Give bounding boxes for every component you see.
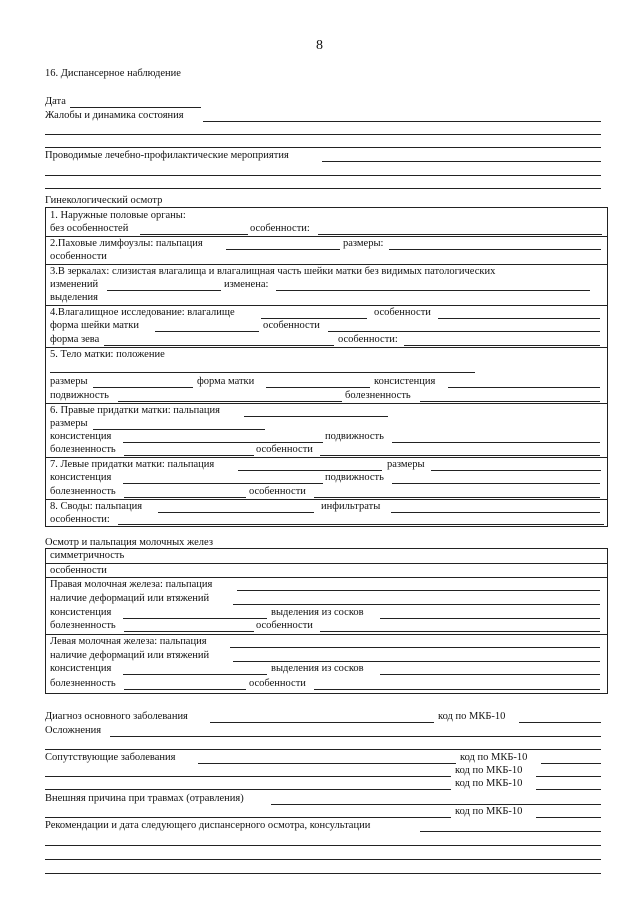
breast-features: особенности <box>50 565 107 576</box>
gyn-r8-infiltrates-field[interactable] <box>391 512 600 513</box>
comorbid-icd-field-2[interactable] <box>536 776 601 777</box>
gyn-r7-tenderness-field[interactable] <box>124 497 246 498</box>
breast-left-palpation-field[interactable] <box>230 647 600 648</box>
breast-row-divider <box>45 634 608 635</box>
gyn-r2-palpation-field[interactable] <box>226 249 340 250</box>
breast-row-divider <box>45 563 608 564</box>
gyn-r4-os-form-field[interactable] <box>104 345 334 346</box>
gyn-r6-consistency-field[interactable] <box>123 442 323 443</box>
gyn-r5-form-field[interactable] <box>266 387 370 388</box>
comorbid-field-2[interactable] <box>45 776 451 777</box>
gyn-r4-os-form: форма зева <box>50 334 100 345</box>
measures-label: Проводимые лечебно-профилактические мероприятия <box>45 150 289 161</box>
gyn-r5-tenderness-field[interactable] <box>420 401 600 402</box>
gyn-r8-features-field[interactable] <box>118 524 604 525</box>
external-cause-field-2[interactable] <box>45 817 451 818</box>
measures-field-2[interactable] <box>45 175 601 176</box>
measures-field-1[interactable] <box>322 161 601 162</box>
breast-left-features-field[interactable] <box>314 689 600 690</box>
gyn-r4-vagina-field[interactable] <box>261 318 367 319</box>
gyn-r1-no-features-field[interactable] <box>140 234 248 235</box>
diagnosis-main-field[interactable] <box>210 722 434 723</box>
breast-right-deformities-field[interactable] <box>233 604 600 605</box>
measures-field-3[interactable] <box>45 188 601 189</box>
breast-row-divider <box>45 577 608 578</box>
gyn-r4-title: 4.Влагалищное исследование: влагалище <box>50 307 235 318</box>
gyn-r7-tenderness: болезненность <box>50 486 116 497</box>
comorbid-icd-label-2: код по МКБ-10 <box>455 765 523 776</box>
breast-right-tenderness-field[interactable] <box>124 631 254 632</box>
gyn-r5-consistency-field[interactable] <box>448 387 600 388</box>
breast-right-features-field[interactable] <box>320 631 600 632</box>
gyn-r6-features: особенности <box>256 444 313 455</box>
complaints-field-3[interactable] <box>45 147 601 148</box>
breast-left-consistency: консистенция <box>50 663 112 674</box>
gyn-r5-form: форма матки <box>197 376 255 387</box>
breast-right-deformities: наличие деформаций или втяжений <box>50 593 210 604</box>
gyn-r3-changed-field[interactable] <box>276 290 590 291</box>
breast-right-discharge-field[interactable] <box>380 618 600 619</box>
gyn-r5-sizes: размеры <box>50 376 88 387</box>
complications-field-1[interactable] <box>110 736 601 737</box>
gyn-r5-mobility-field[interactable] <box>118 401 342 402</box>
gyn-r7-features-field[interactable] <box>314 497 600 498</box>
gyn-r5-consistency: консистенция <box>374 376 436 387</box>
gyn-r6-consistency: консистенция <box>50 431 112 442</box>
gyn-r3-title: 3.В зеркалах: слизистая влагалища и влагалищная часть шейки матки без видимых патологических <box>50 266 496 277</box>
gyn-r8-features: особенности: <box>50 514 110 525</box>
gyn-r3-changes: изменений <box>50 279 99 290</box>
recommendations-field-2[interactable] <box>45 845 601 846</box>
breast-symmetry: симметричность <box>50 550 125 561</box>
gyn-r4-cervix-form: форма шейки матки <box>50 320 139 331</box>
diagnosis-main-icd-field[interactable] <box>519 722 601 723</box>
breast-right-features: особенности <box>256 620 313 631</box>
gyn-r5-sizes-field[interactable] <box>93 387 193 388</box>
breast-left-consistency-field[interactable] <box>123 674 267 675</box>
gyn-r1-no-features: без особенностей <box>50 223 129 234</box>
gyn-r4-features: особенности <box>374 307 431 318</box>
comorbid-icd-field-1[interactable] <box>541 763 601 764</box>
gyn-r5-position-field[interactable] <box>50 372 475 373</box>
complaints-field-1[interactable] <box>203 121 601 122</box>
gyn-r1-features: особенности: <box>250 223 310 234</box>
gyn-r2-sizes: размеры: <box>343 238 384 249</box>
gyn-r6-tenderness: болезненность <box>50 444 116 455</box>
recommendations-field-4[interactable] <box>45 873 601 874</box>
gyn-r3-changes-field[interactable] <box>107 290 221 291</box>
comorbid-icd-label-1: код по МКБ-10 <box>460 752 528 763</box>
gyn-r3-changed: изменена: <box>224 279 269 290</box>
gyn-r1-features-field[interactable] <box>318 234 602 235</box>
gyn-row-divider <box>45 347 608 348</box>
complications-label: Осложнения <box>45 725 102 736</box>
breast-right-consistency-field[interactable] <box>123 618 267 619</box>
gyn-exam-title: Гинекологический осмотр <box>45 195 163 206</box>
date-label: Дата <box>45 96 66 107</box>
gyn-r7-palpation-field[interactable] <box>238 470 382 471</box>
breast-right-title: Правая молочная железа: пальпация <box>50 579 213 590</box>
breast-exam-title: Осмотр и пальпация молочных желез <box>45 537 213 548</box>
date-field[interactable] <box>70 107 201 108</box>
breast-left-discharge: выделения из сосков <box>271 663 364 674</box>
gyn-r7-title: 7. Левые придатки матки: пальпация <box>50 459 215 470</box>
section-title: 16. Диспансерное наблюдение <box>45 68 181 79</box>
gyn-r4-features-2: особенности <box>263 320 320 331</box>
breast-left-deformities: наличие деформаций или втяжений <box>50 650 210 661</box>
gyn-r4-features-field[interactable] <box>438 318 600 319</box>
gyn-r2-features: особенности <box>50 251 107 262</box>
external-cause-icd-field[interactable] <box>536 817 601 818</box>
gyn-r6-tenderness-field[interactable] <box>124 455 254 456</box>
gyn-r6-features-field[interactable] <box>320 455 600 456</box>
gyn-r1-title: 1. Наружные половые органы: <box>50 210 186 221</box>
gyn-r7-mobility-field[interactable] <box>392 483 600 484</box>
gyn-r7-mobility: подвижность <box>325 472 384 483</box>
gyn-r7-features: особенности <box>249 486 306 497</box>
gyn-r6-sizes-field[interactable] <box>93 429 265 430</box>
complaints-label: Жалобы и динамика состояния <box>45 110 184 121</box>
gyn-r5-title: 5. Тело матки: положение <box>50 349 165 360</box>
gyn-row-divider <box>45 236 608 237</box>
breast-left-discharge-field[interactable] <box>380 674 600 675</box>
diagnosis-main-icd-label: код по МКБ-10 <box>438 711 506 722</box>
external-cause-label: Внешняя причина при травмах (отравления) <box>45 793 244 804</box>
recommendations-field-1[interactable] <box>420 831 601 832</box>
gyn-r3-discharge: выделения <box>50 292 98 303</box>
external-cause-field-1[interactable] <box>271 804 601 805</box>
gyn-r6-title: 6. Правые придатки матки: пальпация <box>50 405 221 416</box>
comorbid-field-1[interactable] <box>198 763 456 764</box>
gyn-r6-sizes: размеры <box>50 418 88 429</box>
gyn-r2-sizes-field[interactable] <box>389 249 601 250</box>
breast-left-tenderness: болезненность <box>50 678 116 689</box>
breast-left-tenderness-field[interactable] <box>124 689 246 690</box>
gyn-row-divider <box>45 499 608 500</box>
comorbid-icd-label-3: код по МКБ-10 <box>455 778 523 789</box>
gyn-r2-title: 2.Паховые лимфоузлы: пальпация <box>50 238 203 249</box>
breast-left-title: Левая молочная железа: пальпация <box>50 636 207 647</box>
recommendations-label: Рекомендации и дата следующего диспансерного осмотра, консультации <box>45 820 371 831</box>
complaints-field-2[interactable] <box>45 134 601 135</box>
breast-right-discharge: выделения из сосков <box>271 607 364 618</box>
recommendations-field-3[interactable] <box>45 859 601 860</box>
gyn-r8-infiltrates: инфильтраты <box>321 501 381 512</box>
gyn-r4-features-3-field[interactable] <box>404 345 600 346</box>
gyn-r7-sizes-field[interactable] <box>431 470 601 471</box>
gyn-r6-mobility-field[interactable] <box>392 442 600 443</box>
comorbid-label: Сопутствующие заболевания <box>45 752 176 763</box>
gyn-row-divider <box>45 305 608 306</box>
comorbid-icd-field-3[interactable] <box>536 789 601 790</box>
gyn-r6-palpation-field[interactable] <box>244 416 388 417</box>
gyn-r8-palpation-field[interactable] <box>158 512 314 513</box>
gyn-r7-sizes: размеры <box>387 459 425 470</box>
gyn-r7-consistency: консистенция <box>50 472 112 483</box>
gyn-r8-title: 8. Своды: пальпация <box>50 501 143 512</box>
gyn-row-divider <box>45 457 608 458</box>
diagnosis-main-label: Диагноз основного заболевания <box>45 711 188 722</box>
gyn-r4-features-3: особенности: <box>338 334 398 345</box>
gyn-r5-mobility: подвижность <box>50 390 109 401</box>
complications-field-2[interactable] <box>45 749 601 750</box>
gyn-r6-mobility: подвижность <box>325 431 384 442</box>
breast-left-features: особенности <box>249 678 306 689</box>
gyn-r4-cervix-form-field[interactable] <box>155 331 259 332</box>
page-number: 8 <box>316 38 323 53</box>
gyn-r5-tenderness: болезненность <box>345 390 411 401</box>
external-cause-icd-label: код по МКБ-10 <box>455 806 523 817</box>
gyn-r7-consistency-field[interactable] <box>123 483 323 484</box>
comorbid-field-3[interactable] <box>45 789 451 790</box>
breast-right-consistency: консистенция <box>50 607 112 618</box>
breast-left-deformities-field[interactable] <box>233 661 600 662</box>
breast-right-palpation-field[interactable] <box>237 590 600 591</box>
gyn-row-divider <box>45 264 608 265</box>
breast-right-tenderness: болезненность <box>50 620 116 631</box>
gyn-r4-features-2-field[interactable] <box>328 331 600 332</box>
gyn-row-divider <box>45 403 608 404</box>
